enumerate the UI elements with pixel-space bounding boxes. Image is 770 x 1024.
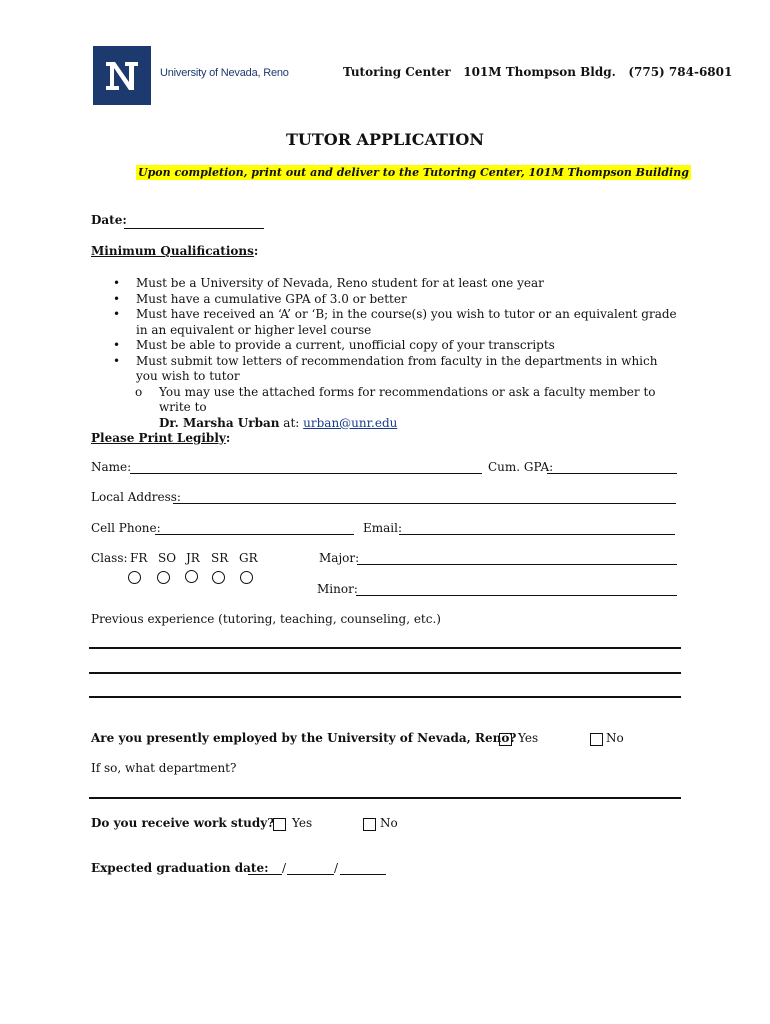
class-option-gr: GR xyxy=(239,551,258,565)
qualifications-heading: Minimum Qualifications: xyxy=(91,244,259,258)
minor-label: Minor: xyxy=(317,582,358,596)
radio-jr[interactable] xyxy=(185,570,198,583)
address-label: Local Address: xyxy=(91,490,181,504)
contact-name: Dr. Marsha Urban xyxy=(159,415,280,430)
radio-sr[interactable] xyxy=(212,571,225,584)
gpa-field[interactable] xyxy=(547,473,677,474)
date-field[interactable] xyxy=(124,228,264,229)
graduation-month-field[interactable] xyxy=(248,874,282,875)
qualification-sub-item: o You may use the attached forms for recommendations or ask a faculty member to write to Dr. Marsha Urban at: urban@unr.edu xyxy=(91,385,681,432)
work-study-yes-label: Yes xyxy=(292,816,313,830)
work-study-yes-checkbox[interactable] xyxy=(273,818,286,831)
work-study-question: Do you receive work study? xyxy=(91,816,275,830)
employment-yes-checkbox[interactable] xyxy=(499,733,512,746)
contact-email-link[interactable]: urban@unr.edu xyxy=(303,415,398,430)
address-field[interactable] xyxy=(173,503,676,504)
email-field[interactable] xyxy=(399,534,675,535)
print-legibly-heading: Please Print Legibly: xyxy=(91,431,231,445)
phone-field[interactable] xyxy=(155,534,354,535)
experience-line[interactable] xyxy=(89,696,681,698)
class-label: Class: xyxy=(91,551,128,565)
phone-label: Cell Phone: xyxy=(91,521,161,535)
radio-gr[interactable] xyxy=(240,571,253,584)
qualification-item: • Must be able to provide a current, unofficial copy of your transcripts xyxy=(91,338,681,354)
work-study-no-label: No xyxy=(380,816,398,830)
header-contact: Tutoring Center 101M Thompson Bldg. (775) 784-6801 xyxy=(343,65,733,79)
employment-question: Are you presently employed by the University of Nevada, Reno? xyxy=(91,731,517,745)
experience-line[interactable] xyxy=(89,647,681,649)
work-study-no-checkbox[interactable] xyxy=(363,818,376,831)
qualifications-list xyxy=(91,276,681,431)
class-option-fr: FR xyxy=(130,551,148,565)
employment-no-label: No xyxy=(606,731,624,745)
email-label: Email: xyxy=(363,521,403,535)
major-field[interactable] xyxy=(357,564,677,565)
qualification-item: • Must be a University of Nevada, Reno student for at least one year xyxy=(91,276,681,292)
radio-so[interactable] xyxy=(157,571,170,584)
experience-line[interactable] xyxy=(89,672,681,674)
qualification-item: • Must submit tow letters of recommendation from faculty in the departments in which you wish to tutor xyxy=(91,354,681,385)
university-name: University of Nevada, Reno xyxy=(160,67,289,79)
page-title: TUTOR APPLICATION xyxy=(285,130,484,149)
class-option-so: SO xyxy=(158,551,177,565)
qualification-item: • Must have received an ‘A’ or ‘B; in the course(s) you wish to tutor or an equivalent grade in an equivalent or higher level course xyxy=(91,307,681,338)
graduation-label: Expected graduation date: xyxy=(91,861,269,875)
radio-fr[interactable] xyxy=(128,571,141,584)
employment-no-checkbox[interactable] xyxy=(590,733,603,746)
name-label: Name: xyxy=(91,460,132,474)
class-option-jr: JR xyxy=(186,551,200,565)
qualification-item: • Must have a cumulative GPA of 3.0 or better xyxy=(91,292,681,308)
university-logo-mark xyxy=(93,46,151,105)
minor-field[interactable] xyxy=(356,595,677,596)
department-label: If so, what department? xyxy=(91,761,237,775)
graduation-slash: / xyxy=(282,861,287,875)
class-option-sr: SR xyxy=(211,551,229,565)
name-field[interactable] xyxy=(130,473,482,474)
experience-label: Previous experience (tutoring, teaching, counseling, etc.) xyxy=(91,612,441,626)
graduation-slash: / xyxy=(334,861,339,875)
date-label: Date: xyxy=(91,213,127,227)
department-line[interactable] xyxy=(89,797,681,799)
graduation-day-field[interactable] xyxy=(287,874,334,875)
n-logo-icon xyxy=(102,58,142,94)
instruction-banner: Upon completion, print out and deliver to the Tutoring Center, 101M Thompson Building xyxy=(138,166,689,179)
major-label: Major: xyxy=(319,551,360,565)
graduation-year-field[interactable] xyxy=(340,874,386,875)
gpa-label: Cum. GPA: xyxy=(488,460,554,474)
employment-yes-label: Yes xyxy=(518,731,539,745)
